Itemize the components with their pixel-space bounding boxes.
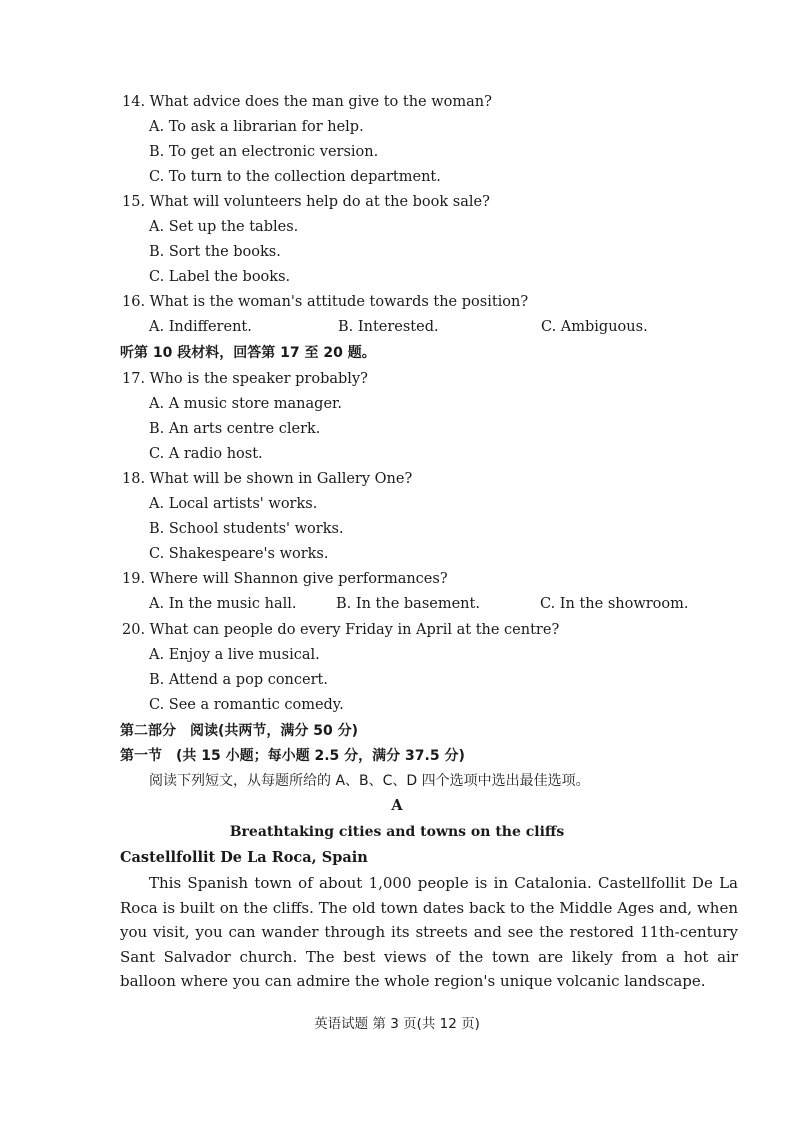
question-16-option-b: B. Interested. [338,319,439,335]
page-footer: 英语试题 第 3 页(共 12 页) [314,1016,480,1032]
question-20: 20. What can people do every Friday in April at the centre? [122,622,560,638]
question-19-option-b: B. In the basement. [336,596,480,612]
question-16: 16. What is the woman's attitude towards the position? [122,294,529,310]
passage-letter: A [391,797,403,814]
question-18-option-c: C. Shakespeare's works. [149,546,329,562]
question-15-option-a: A. Set up the tables. [149,219,299,235]
question-16-option-c: C. Ambiguous. [541,319,648,335]
question-20-option-c: C. See a romantic comedy. [149,697,344,713]
question-17-option-b: B. An arts centre clerk. [149,421,321,437]
question-19-option-a: A. In the music hall. [149,596,297,612]
question-19: 19. Where will Shannon give performances? [122,571,448,587]
passage-title: Breathtaking cities and towns on the cliffs [229,824,565,840]
part-2-title: 第二部分 阅读(共两节，满分 50 分) [120,723,359,739]
section-1-title: 第一节 (共 15 小题；每小题 2.5 分，满分 37.5 分) [120,748,465,764]
question-14-option-c: C. To turn to the collection department. [149,169,441,185]
question-14-option-a: A. To ask a librarian for help. [149,119,364,135]
question-15-option-c: C. Label the books. [149,269,291,285]
section-1-instruction: 阅读下列短文，从每题所给的 A、B、C、D 四个选项中选出最佳选项。 [149,773,590,789]
question-18-option-b: B. School students' works. [149,521,344,537]
question-17: 17. Who is the speaker probably? [122,371,368,387]
question-18: 18. What will be shown in Gallery One? [122,471,413,487]
passage-subheading: Castellfollit De La Roca, Spain [120,849,368,866]
question-19-option-c: C. In the showroom. [540,596,689,612]
question-15: 15. What will volunteers help do at the book sale? [122,194,490,210]
question-14-option-b: B. To get an electronic version. [149,144,379,160]
question-18-option-a: A. Local artists' works. [149,496,318,512]
question-20-option-b: B. Attend a pop concert. [149,672,328,688]
question-17-option-a: A. A music store manager. [149,396,342,412]
question-16-option-a: A. Indifferent. [149,319,252,335]
listening-instruction-10: 听第 10 段材料，回答第 17 至 20 题。 [120,345,376,361]
question-17-option-c: C. A radio host. [149,446,263,462]
question-14: 14. What advice does the man give to the woman? [122,94,492,110]
question-20-option-a: A. Enjoy a live musical. [149,647,320,663]
passage-paragraph: This Spanish town of about 1,000 people is in Catalonia. Castellfollit De La Roca is built on the cliffs. The old town dates back to the Middle Ages and, when you visit, you can wander through its streets and see the restored 11th-century Sant Salvador church. The best views of the town are likely from a hot air balloon where you can admire the whole region's unique volcanic landscape. [120,874,738,990]
question-15-option-b: B. Sort the books. [149,244,281,260]
